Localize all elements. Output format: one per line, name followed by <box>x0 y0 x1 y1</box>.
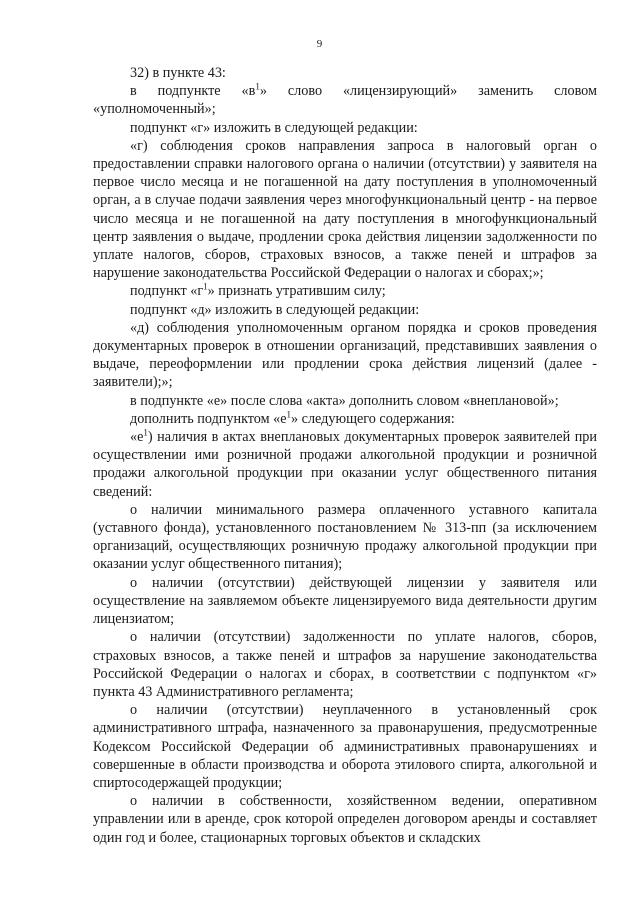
paragraph-subitem-d-intro: подпункт «д» изложить в следующей редакции: <box>130 301 420 318</box>
paragraph-tax-debt: о наличии (отсутствии) задолженности по уплате налогов, сборов, страховых взносов, а также пеней и штрафов за нарушение законодательства Российской Федерации о налогах и сборах, в соответствии с подпунктом «г» пункта 43 Административного регламента; <box>93 629 597 700</box>
paragraph-property: о наличии в собственности, хозяйственном ведении, оперативном управлении или в аренде, срок которой определен договором аренды и составляет один год и более, стационарных торговых объектов и складских <box>93 793 597 846</box>
paragraph-item-32: 32) в пункте 43: <box>130 65 226 81</box>
paragraph-capital: о наличии минимального размера оплаченного уставного капитала (уставного фонда), установленного постановлением № 313-пп (за исключением организаций, осуществляющих розничную продажу алкогольной продукции при оказании услуг общественного питания); <box>93 501 597 573</box>
paragraph-subitem-g-intro: подпункт «г» изложить в следующей редакции: <box>130 119 418 136</box>
document-body <box>93 64 597 847</box>
paragraph-subitem-v1: в подпункте «$в^1$» слово «лицензирующий» заменить словом «уполномоченный»; <box>93 81 597 118</box>
paragraph-subitem-e1-intro: дополнить подпунктом «$е^1$» следующего содержания: <box>130 409 455 427</box>
paragraph-subitem-e: в подпункте «е» после слова «акта» дополнить словом «внеплановой»; <box>130 392 559 409</box>
paragraph-fine: о наличии (отсутствии) неуплаченного в установленный срок административного штрафа, назначенного за правонарушения, предусмотренные Кодексом Российской Федерации об административных правонарушениях и совершенные в области производства и оборота этилового спирта, алкогольной и спиртосодержащей продукции; <box>93 702 597 791</box>
paragraph-subitem-g1: подпункт «$г^1$» признать утратившим силу; <box>130 281 386 300</box>
paragraph-subitem-e1-text: «$е^1$) наличия в актах внеплановых документарных проверок заявителей при осуществлении ими розничной продажи алкогольной продукции и розничной продажи алкогольной продукции при оказании услуг общественного питания сведений: <box>93 427 597 500</box>
page-number: 9 <box>316 38 323 50</box>
paragraph-subitem-d-text: «д) соблюдения уполномоченным органом порядка и сроков проведения документарных проверок в отношении организаций, представивших заявления о выдаче, переоформлении или продлении срока действия лицензий (далее - заявители);»; <box>93 319 597 391</box>
paragraph-license: о наличии (отсутствии) действующей лицензии у заявителя или осуществление на заявляемом объекте лицензируемого вида деятельности другим лицензиатом; <box>93 574 597 628</box>
paragraph-subitem-g-text: «г) соблюдения сроков направления запроса в налоговый орган о предоставлении справки налогового органа о наличии (отсутствии) у заявителя на первое число месяца и не погашенной на дату поступления в уполномоченный орган, а в случае подачи заявления через многофункциональный центр - на первое число месяца и не погашенной на дату поступления в многофункциональный центр заявления о выдаче, продлении срока действия лицензии задолженности по уплате налогов, сборов, страховых взносов, а также пеней и штрафов за нарушение законодательства Российской Федерации о налогах и сборах;»; <box>93 137 597 282</box>
